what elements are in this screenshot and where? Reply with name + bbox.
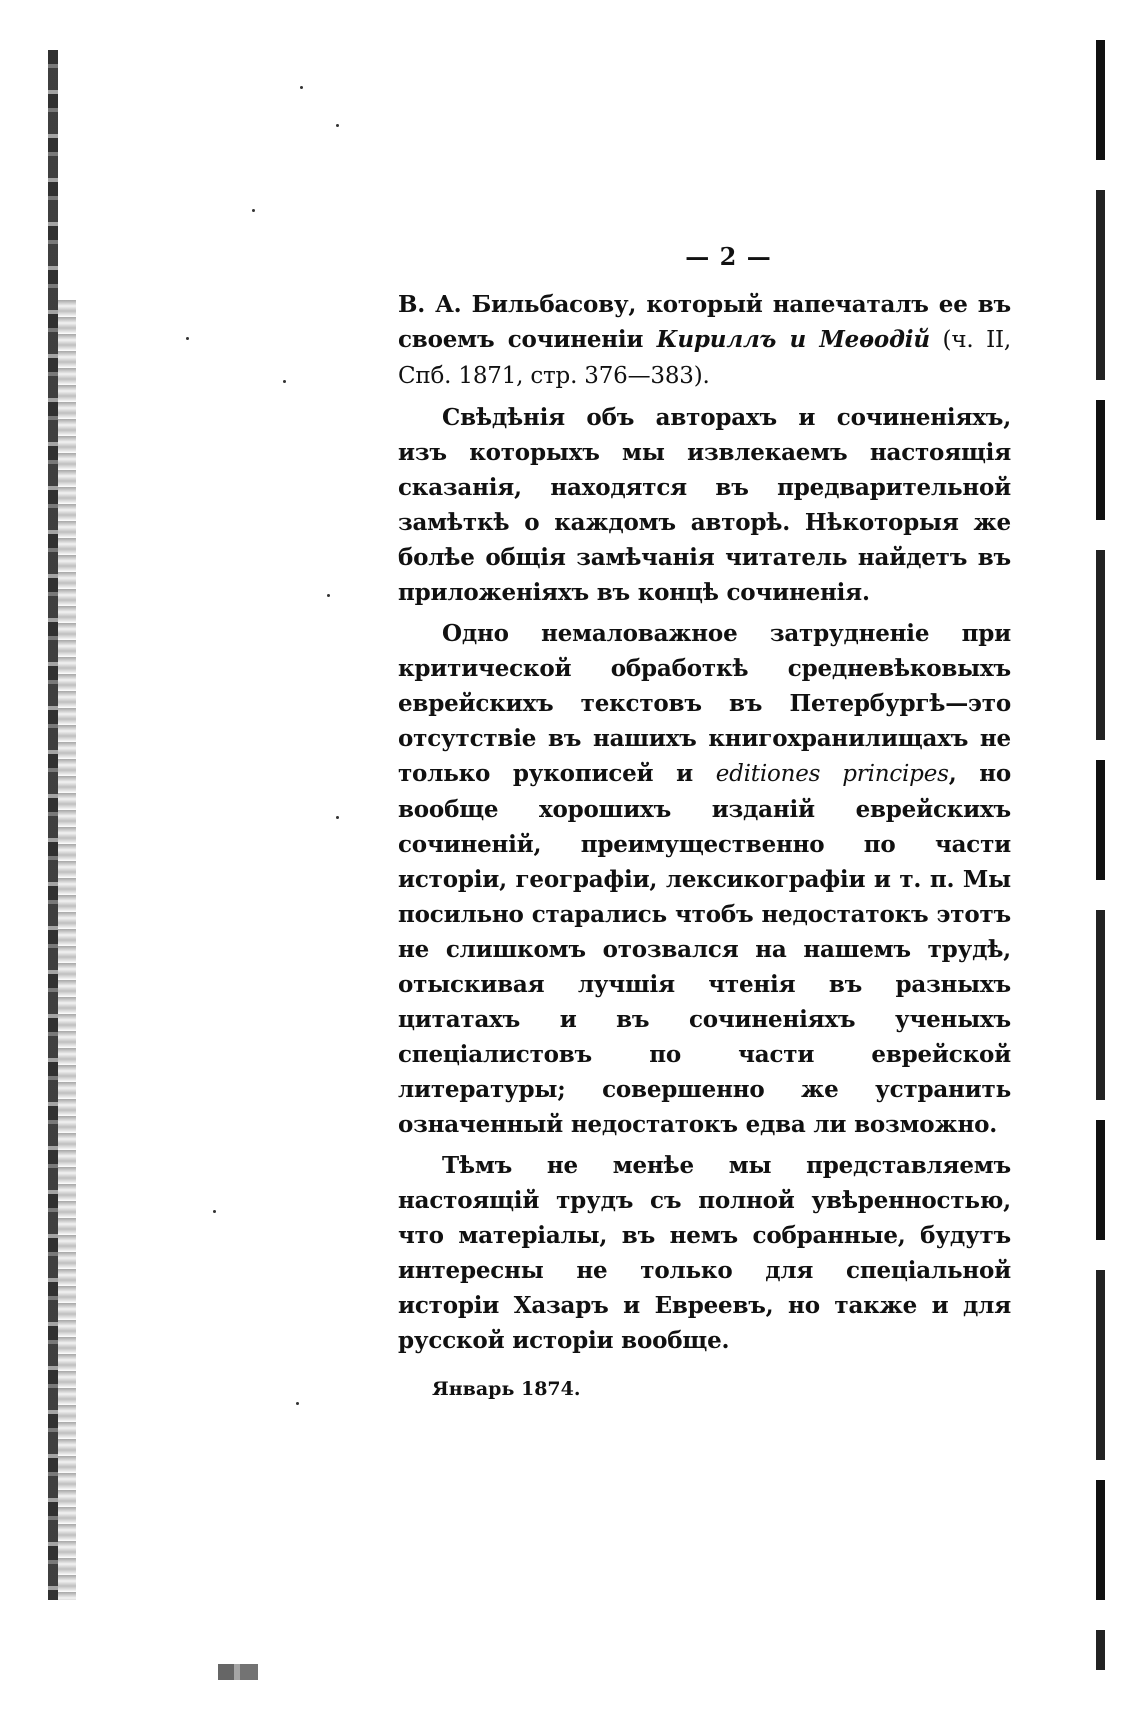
paragraph-1-text-b: (ч. II, Спб. 1871, стр. 376—383).: [398, 327, 1011, 389]
paragraph-4: Тѣмъ не менѣе мы представляемъ настоящій трудъ съ полной увѣренностью, что матеріалы, въ немъ собранные, будутъ интересны не только для спеціальной исторіи Хазаръ и Евреевъ, но также и для русской исторіи вообще.: [398, 1152, 1011, 1354]
paragraph-1: [398, 287, 1011, 394]
scan-speck: [296, 1402, 299, 1405]
date-line: Январь 1874.: [432, 1378, 581, 1400]
page-content: [398, 242, 1011, 1400]
scan-stamp-mark: [218, 1664, 258, 1680]
latin-term: editiones principes: [715, 761, 949, 787]
page-number: — 2 —: [685, 242, 772, 271]
scan-edge-right: [1096, 40, 1105, 1670]
scan-speck: [327, 594, 330, 597]
scan-speck: [213, 1210, 216, 1213]
paragraph-3: [398, 616, 1011, 1142]
scan-speck: [252, 209, 255, 212]
scan-speck: [336, 124, 339, 127]
book-title: Кириллъ и Меѳодій: [656, 326, 930, 353]
scan-speck: [300, 86, 303, 89]
paragraph-3-text-b: , но вообще хорошихъ изданій еврейскихъ сочиненій, преимущественно по части исторіи, географіи, лексикографіи и т. п. Мы посильно старались чтобъ недостатокъ этотъ не слишкомъ отозвался на нашемъ трудѣ, отыскивая лучшія чтенія въ разныхъ цитатахъ и въ сочиненіяхъ ученыхъ спеціалистовъ по части еврейской литературы; совершенно же устранить означенный недостатокъ едва ли возможно.: [398, 760, 1012, 1138]
scan-speck: [186, 337, 189, 340]
paragraph-3-text-a: Одно немаловажное затрудненіе при критической обработкѣ средневѣковыхъ еврейскихъ текстовъ въ Петербургѣ—это отсутствіе въ нашихъ книгохранилищахъ не только рукописей и: [398, 620, 1011, 787]
scan-speck: [336, 816, 339, 819]
paragraph-2: Свѣдѣнія объ авторахъ и сочиненіяхъ, изъ которыхъ мы извлекаемъ настоящія сказанія, находятся въ предварительной замѣткѣ о каждомъ авторѣ. Нѣкоторыя же болѣе общія замѣчанія читатель найдетъ въ приложеніяхъ въ концѣ сочиненія.: [398, 404, 1011, 606]
scan-edge-left: [48, 50, 58, 1600]
scan-speck: [283, 380, 286, 383]
scan-edge-left-fringe: [58, 300, 76, 1600]
paragraph-1-text-a: В. А. Бильбасову, который напечаталъ ее въ своемъ сочиненіи: [398, 291, 1011, 353]
